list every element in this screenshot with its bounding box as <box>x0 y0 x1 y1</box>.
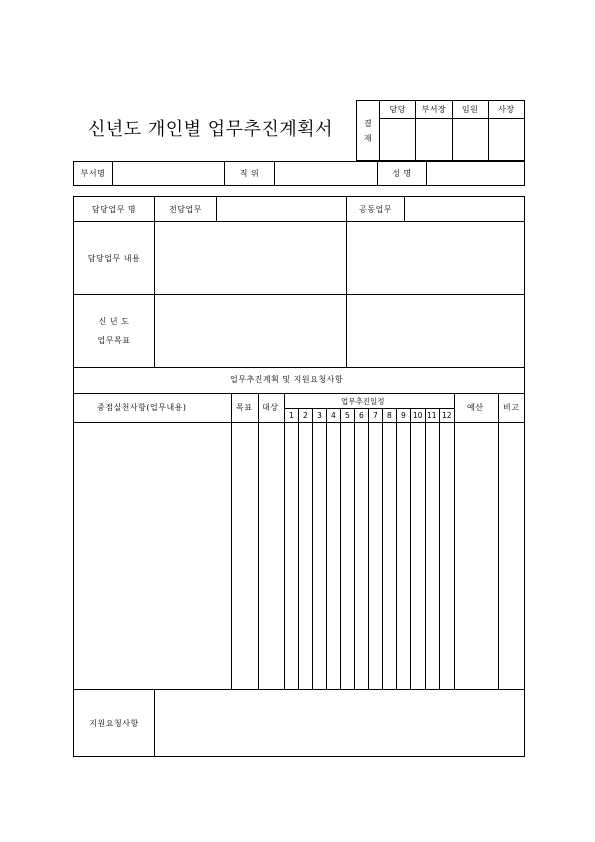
month-11: 11 <box>427 411 437 420</box>
duty-name-label: 담당업무 명 <box>74 197 155 222</box>
exclusive-duty-field[interactable] <box>217 197 347 222</box>
approval-label-bottom: 재 <box>363 133 373 143</box>
col-header-schedule: 업무추진일정 <box>341 397 385 406</box>
plan-heading: 업무추진계획 및 지원요청사항 <box>230 375 344 384</box>
dept-label: 부서명 <box>74 162 113 186</box>
col-header-note: 비고 <box>503 403 520 412</box>
col-header-budget: 예산 <box>467 403 484 412</box>
duty-content-shared-field[interactable] <box>347 222 525 295</box>
approval-label-cell <box>357 101 380 161</box>
duty-content-label: 담당업무 내용 <box>74 222 155 295</box>
approval-role-2: 부서장 <box>416 101 452 119</box>
month-10: 10 <box>413 411 423 420</box>
col-header-goal: 목표 <box>236 403 253 412</box>
month-4: 4 <box>331 411 336 420</box>
shared-duty-label: 공동업무 <box>347 197 405 222</box>
col-header-target: 대상 <box>262 403 279 412</box>
approval-sign-1[interactable] <box>380 119 416 161</box>
goal-exclusive-field[interactable] <box>155 295 347 368</box>
month-3: 3 <box>317 411 322 420</box>
goal-label-cell <box>74 295 155 368</box>
approval-label-top: 결 <box>363 118 373 128</box>
month-12: 12 <box>442 411 452 420</box>
support-label: 지원요청사항 <box>74 690 155 757</box>
approval-role-4: 사장 <box>488 101 524 119</box>
support-field[interactable] <box>155 690 525 757</box>
month-8: 8 <box>387 411 392 420</box>
month-9: 9 <box>401 411 406 420</box>
name-label: 성 명 <box>378 162 427 186</box>
approval-sign-3[interactable] <box>452 119 488 161</box>
approval-table <box>356 100 525 161</box>
duty-table <box>73 196 525 368</box>
plan-detail-area[interactable] <box>74 423 231 689</box>
support-table <box>73 689 525 757</box>
approval-sign-2[interactable] <box>416 119 452 161</box>
name-field[interactable] <box>427 162 525 186</box>
position-label: 직 위 <box>225 162 275 186</box>
goal-label-line-1: 신 년 도 <box>98 317 130 326</box>
col-header-detail: 중점실천사항(업무내용) <box>97 403 187 412</box>
approval-role-3: 임원 <box>452 101 488 119</box>
dept-field[interactable] <box>113 162 225 186</box>
page-title: 신년도 개인별 업무추진계획서 <box>88 119 333 140</box>
position-field[interactable] <box>275 162 378 186</box>
duty-content-exclusive-field[interactable] <box>155 222 347 295</box>
exclusive-duty-label: 전담업무 <box>155 197 217 222</box>
month-1: 1 <box>289 411 294 420</box>
approval-sign-4[interactable] <box>488 119 524 161</box>
month-6: 6 <box>359 411 364 420</box>
info-row-table <box>73 161 525 186</box>
month-2: 2 <box>303 411 308 420</box>
month-7: 7 <box>373 411 378 420</box>
month-5: 5 <box>345 411 350 420</box>
goal-label-line-2: 업무목표 <box>97 336 131 345</box>
approval-role-1: 담당 <box>380 101 416 119</box>
goal-shared-field[interactable] <box>347 295 525 368</box>
shared-duty-field[interactable] <box>405 197 525 222</box>
